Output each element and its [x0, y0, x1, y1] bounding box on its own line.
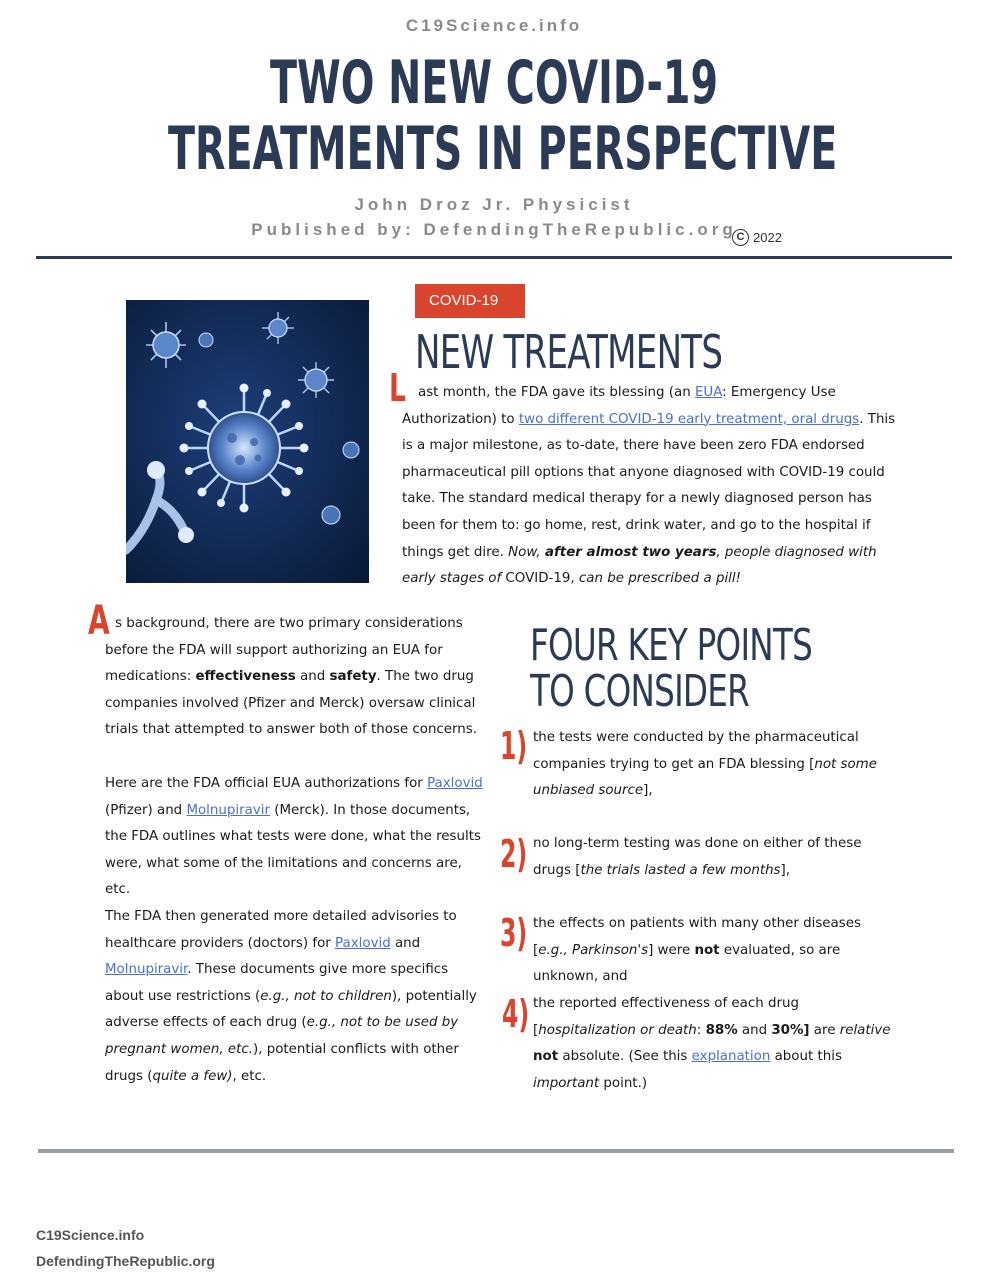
title-line-1: TWO NEW COVID-19 [270, 48, 718, 118]
adv-italic-3: quite a few) [152, 1068, 233, 1084]
intro-text-4: COVID-19, [501, 571, 579, 587]
kp4-bold-3: not [533, 1049, 559, 1065]
kp3-text-1: the effects on patients with many other diseases [ [533, 916, 861, 958]
kp2-text-1: no long-term testing was done on either of these drugs [ [533, 836, 862, 878]
oral-drugs-link[interactable]: two different COVID-19 early treatment, oral drugs [518, 411, 860, 427]
kp4-text-8: point.) [599, 1075, 648, 1091]
paxlovid-eua-link[interactable]: Paxlovid [427, 776, 483, 791]
author-byline: John Droz Jr. Physicist [354, 195, 634, 214]
dropcap-l: L [389, 366, 406, 410]
kp1-italic: not some unbiased source [533, 756, 877, 799]
kp3-text-2: ] were [648, 942, 695, 958]
page-title [167, 48, 838, 184]
section-heading-key-points [530, 620, 813, 717]
key-points-heading-line-1: FOUR KEY POINTS [530, 620, 813, 671]
auth-text-2: (Pfizer) and [105, 802, 187, 818]
intro-text-2: : Emergency Use Authorization) to [402, 385, 836, 427]
section-heading-new-treatments: NEW TREATMENTS [415, 325, 723, 379]
molnupiravir-advisory-link[interactable]: Molnupiravir [105, 962, 188, 978]
key-point-number-1: 1) [500, 724, 528, 768]
auth-text-1: Here are the FDA official EUA authorizations for [105, 776, 428, 791]
dropcap-a: A [88, 598, 110, 644]
adv-text-2: and [390, 935, 421, 951]
kp4-text-1: the reported effectiveness of each drug [ [533, 996, 799, 1038]
advisories-paragraph [105, 904, 485, 1090]
adv-text-4: ), potentially adverse effects of each drug ( [105, 988, 477, 1031]
site-name-header: C19Science.info [405, 16, 583, 35]
kp3-text-3: evaluated, so are unknown, and [533, 942, 841, 985]
molnupiravir-eua-link[interactable]: Molnupiravir [186, 802, 270, 818]
paxlovid-advisory-link[interactable]: Paxlovid [335, 935, 391, 951]
title-line-2: TREATMENTS IN PERSPECTIVE [167, 114, 838, 184]
kp4-italic-2: relative [839, 1022, 891, 1038]
kp4-text-7: about this [770, 1049, 842, 1065]
auth-text-3: (Merck). In those documents, the FDA outlines what tests were done, what the results were, what some of the limitations and concerns are, etc. [105, 802, 481, 898]
adv-italic-2: e.g., not to be used by pregnant women, etc. [105, 1015, 459, 1057]
adv-text-6: , etc. [232, 1068, 267, 1084]
background-paragraph [105, 611, 485, 744]
key-points-heading-line-2: TO CONSIDER [530, 666, 749, 717]
bg-text-1: s background, there are two primary considerations before the FDA will support authorizing an EUA for medications: [105, 616, 463, 685]
kp2-text-2: ], [780, 862, 791, 878]
key-point-4 [533, 991, 893, 1097]
kp4-text-3: and [737, 1022, 772, 1038]
header-divider [36, 256, 952, 259]
kp4-bold-1: 88% [705, 1022, 738, 1038]
adv-text-5: ), potential conflicts with other drugs ( [105, 1041, 459, 1084]
intro-italic-3: can be prescribed a pill! [578, 571, 741, 587]
copyright-notice [732, 229, 782, 246]
coronavirus-illustration [126, 300, 369, 583]
kp4-italic-3: important [533, 1075, 600, 1091]
explanation-link[interactable]: explanation [691, 1049, 771, 1065]
key-point-2 [533, 831, 893, 884]
key-point-number-4: 4) [502, 992, 530, 1036]
kp1-text-2: ], [643, 783, 653, 799]
kp4-italic-1: hospitalization or death [538, 1022, 697, 1038]
kp4-text-2: : [696, 1022, 706, 1038]
bg-bold-safety: safety [329, 669, 377, 685]
key-point-number-2: 2) [500, 832, 528, 876]
eua-link[interactable]: EUA [694, 385, 723, 400]
adv-text-3: . These documents give more specifics about use restrictions ( [105, 962, 449, 1004]
kp4-bold-2: 30%] [771, 1022, 810, 1038]
key-point-3 [533, 911, 893, 991]
kp3-italic: e.g., Parkinson's [538, 942, 649, 958]
key-point-1 [533, 725, 893, 805]
intro-italic-1: Now, [508, 544, 545, 560]
bg-bold-effectiveness: effectiveness [195, 669, 296, 685]
adv-italic-1: e.g., not to children [260, 988, 392, 1004]
bg-text-3: . The two drug companies involved (Pfizer and Merck) oversaw clinical trials that attempted to answer both of those concerns. [105, 669, 478, 738]
category-tag: COVID-19 [415, 284, 525, 318]
intro-text-3: . This is a major milestone, as to-date, there have been zero FDA endorsed pharmaceutical pill options that anyone diagnosed with COVID-19 could take. The standard medical therapy for a newly diagnosed person has been for them to: go home, rest, drink water, and go to the hospital if things get dire. [402, 411, 896, 560]
bg-text-2: and [295, 669, 330, 685]
key-point-number-3: 3) [500, 911, 528, 955]
footer-site-2: DefendingTheRepublic.org [36, 1253, 215, 1269]
kp3-bold: not [694, 942, 720, 958]
intro-bold-italic: after almost two years [544, 544, 717, 560]
authorizations-paragraph [105, 771, 485, 904]
intro-text-1: ast month, the FDA gave its blessing (an [418, 385, 695, 400]
kp4-text-4: are [809, 1022, 840, 1038]
footer-site-1: C19Science.info [36, 1227, 145, 1243]
publisher-byline: Published by: DefendingTheRepublic.org [251, 220, 737, 239]
adv-text-1: The FDA then generated more detailed advisories to healthcare providers (doctors) for [105, 909, 457, 951]
kp1-text-1: the tests were conducted by the pharmaceutical companies trying to get an FDA blessing [ [533, 730, 859, 772]
intro-paragraph [402, 380, 902, 593]
kp2-italic: the trials lasted a few months [580, 862, 781, 878]
copyright-icon: C [732, 229, 749, 246]
kp4-text-6: absolute. (See this [558, 1049, 692, 1065]
copyright-year: 2022 [753, 230, 782, 245]
intro-italic-2: , people diagnosed with early stages of [402, 544, 877, 587]
footer-divider [38, 1149, 954, 1153]
